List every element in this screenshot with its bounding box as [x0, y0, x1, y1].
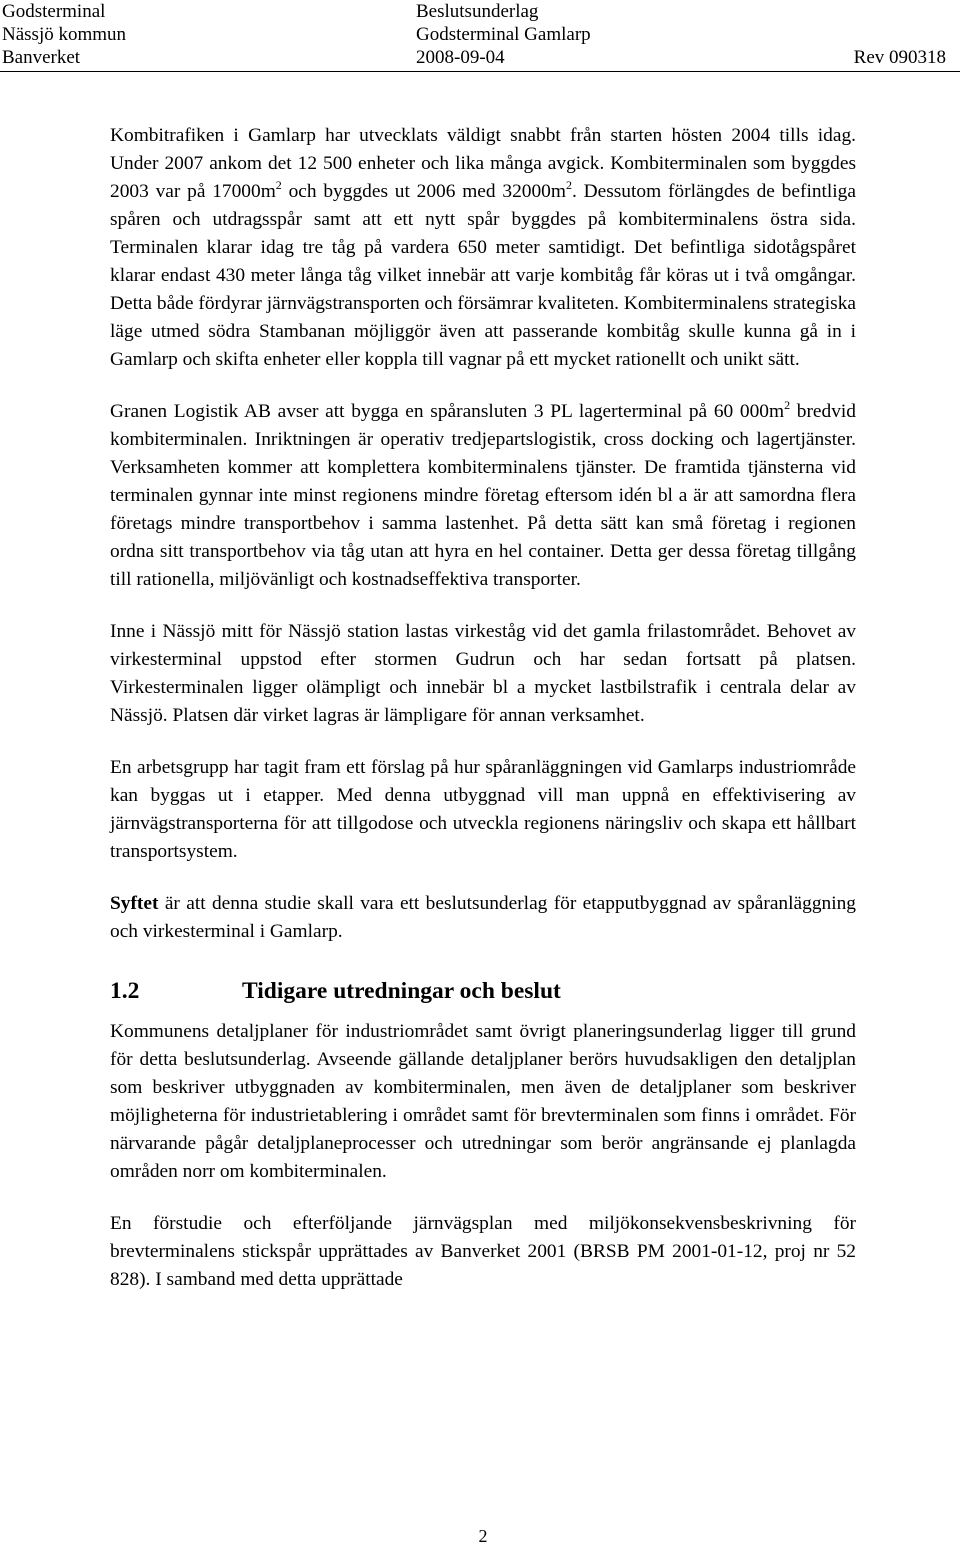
header-doc-title: Godsterminal Gamlarp	[416, 24, 591, 45]
paragraph-virkesterminal: Inne i Nässjö mitt för Nässjö station lastas virkeståg vid det gamla frilastområdet. Behovet av virkesterminal uppstod efter stormen Gudrun och har sedan fortsatt på platsen. Virkesterminalen ligger olämpligt och innebär bl a mycket lastbilstrafik i centrala delar av Nässjö. Platsen där virket lagras är lämpligare för annan verksamhet.	[110, 621, 856, 726]
paragraph-arbetsgrupp: En arbetsgrupp har tagit fram ett förslag på hur spåranläggningen vid Gamlarps industriområde kan byggas ut i etapper. Med denna utbyggnad vill man uppnå en effektivisering av järnvägstransporterna för att tillgodose och utveckla regionens näringsliv och skapa ett hållbart transportsystem.	[110, 757, 856, 862]
p1-text-a: Kombitrafiken i Gamlarp har utvecklats väldigt snabbt från starten hösten 2004 tills idag. Under 2007 ankom det 12 500 enheter och lika många avgick. Kombiterminalen som byggdes 2003 var på 17000m	[110, 125, 856, 202]
p2-text-a: Granen Logistik AB avser att bygga en spåransluten 3 PL lagerterminal på 60 000m	[110, 401, 785, 422]
syftet-text: är att denna studie skall vara ett beslutsunderlag för etapputbyggnad av spåranläggning och virkesterminal i Gamlarp.	[110, 893, 856, 942]
paragraph-forstudie: En förstudie och efterföljande järnvägsplan med miljökonsekvensbeskrivning för brevterminalens stickspår upprättades av Banverket 2001 (BRSB PM 2001-01-12, proj nr 52 828). I samband med detta upprättade	[110, 1213, 856, 1290]
p1-superscript-2: 2	[565, 178, 572, 192]
section-number: 1.2	[110, 978, 140, 1004]
document-body	[110, 122, 856, 1318]
header-date: 2008-09-04	[416, 47, 505, 68]
syftet-bold: Syftet	[110, 893, 159, 914]
header-org-2: Nässjö kommun	[2, 24, 127, 45]
header-doc-type: Beslutsunderlag	[416, 1, 539, 22]
section-heading	[110, 976, 856, 1006]
header-revision: Rev 090318	[853, 47, 946, 68]
header-org-1: Godsterminal	[2, 1, 106, 22]
p1-text-b: och byggdes ut 2006 med 32000m	[281, 181, 566, 202]
p2-text-b: bredvid kombiterminalen. Inriktningen är operativ tredjepartslogistik, cross docking och lagertjänster. Verksamheten kommer att komplettera kombiterminalens tjänster. De framtida tjänsterna vid terminalen gynnar inte minst regionens mindre företag eftersom idén bl a är att samordna flera företags mindre transportbehov i samma lastenhet. På detta sätt kan små företag i regionen ordna sitt transportbehov via tåg utan att hyra en hel container. Detta ger dessa företag tillgång till rationella, miljövänligt och kostnadseffektiva transporter.	[110, 401, 856, 590]
p1-text-c: . Dessutom förlängdes de befintliga spåren och utdragsspår samt att ett nytt spår byggdes på kombiterminalens östra sida. Terminalen klarar idag tre tåg på vardera 650 meter samtidigt. Det befintliga sidotågspåret klarar endast 430 meter långa tåg vilket innebär att varje kombitåg får köras ut i två omgångar. Detta både fördyrar järnvägstransporten och försämrar kvaliteten. Kombiterminalens strategiska läge utmed södra Stambanan möjliggör även att passerande kombitåg skulle kunna gå in i Gamlarp och skifta enheter eller koppla till vagnar på ett mycket rationellt och unikt sätt.	[110, 181, 856, 370]
paragraph-granen-logistik	[110, 398, 856, 594]
p1-superscript-1: 2	[275, 178, 282, 192]
page-number: 2	[478, 1526, 488, 1546]
section-title: Tidigare utredningar och beslut	[242, 978, 561, 1004]
header-org-3: Banverket	[2, 47, 81, 68]
paragraph-syftet	[110, 890, 856, 946]
paragraph-kombitrafiken	[110, 122, 856, 374]
p2-superscript: 2	[784, 398, 791, 412]
header-divider	[0, 71, 960, 72]
paragraph-detaljplaner: Kommunens detaljplaner för industriområdet samt övrigt planeringsunderlag ligger till grund för detta beslutsunderlag. Avseende gällande detaljplaner berörs huvudsakligen den detaljplan som beskriver utbyggnaden av kombiterminalen, men även de detaljplaner som beskriver möjligheterna för industrietablering i området samt för brevterminalen som finns i området. För närvarande pågår detaljplaneprocesser och utredningar som berör angränsande ej planlagda områden norr om kombiterminalen.	[110, 1021, 856, 1182]
